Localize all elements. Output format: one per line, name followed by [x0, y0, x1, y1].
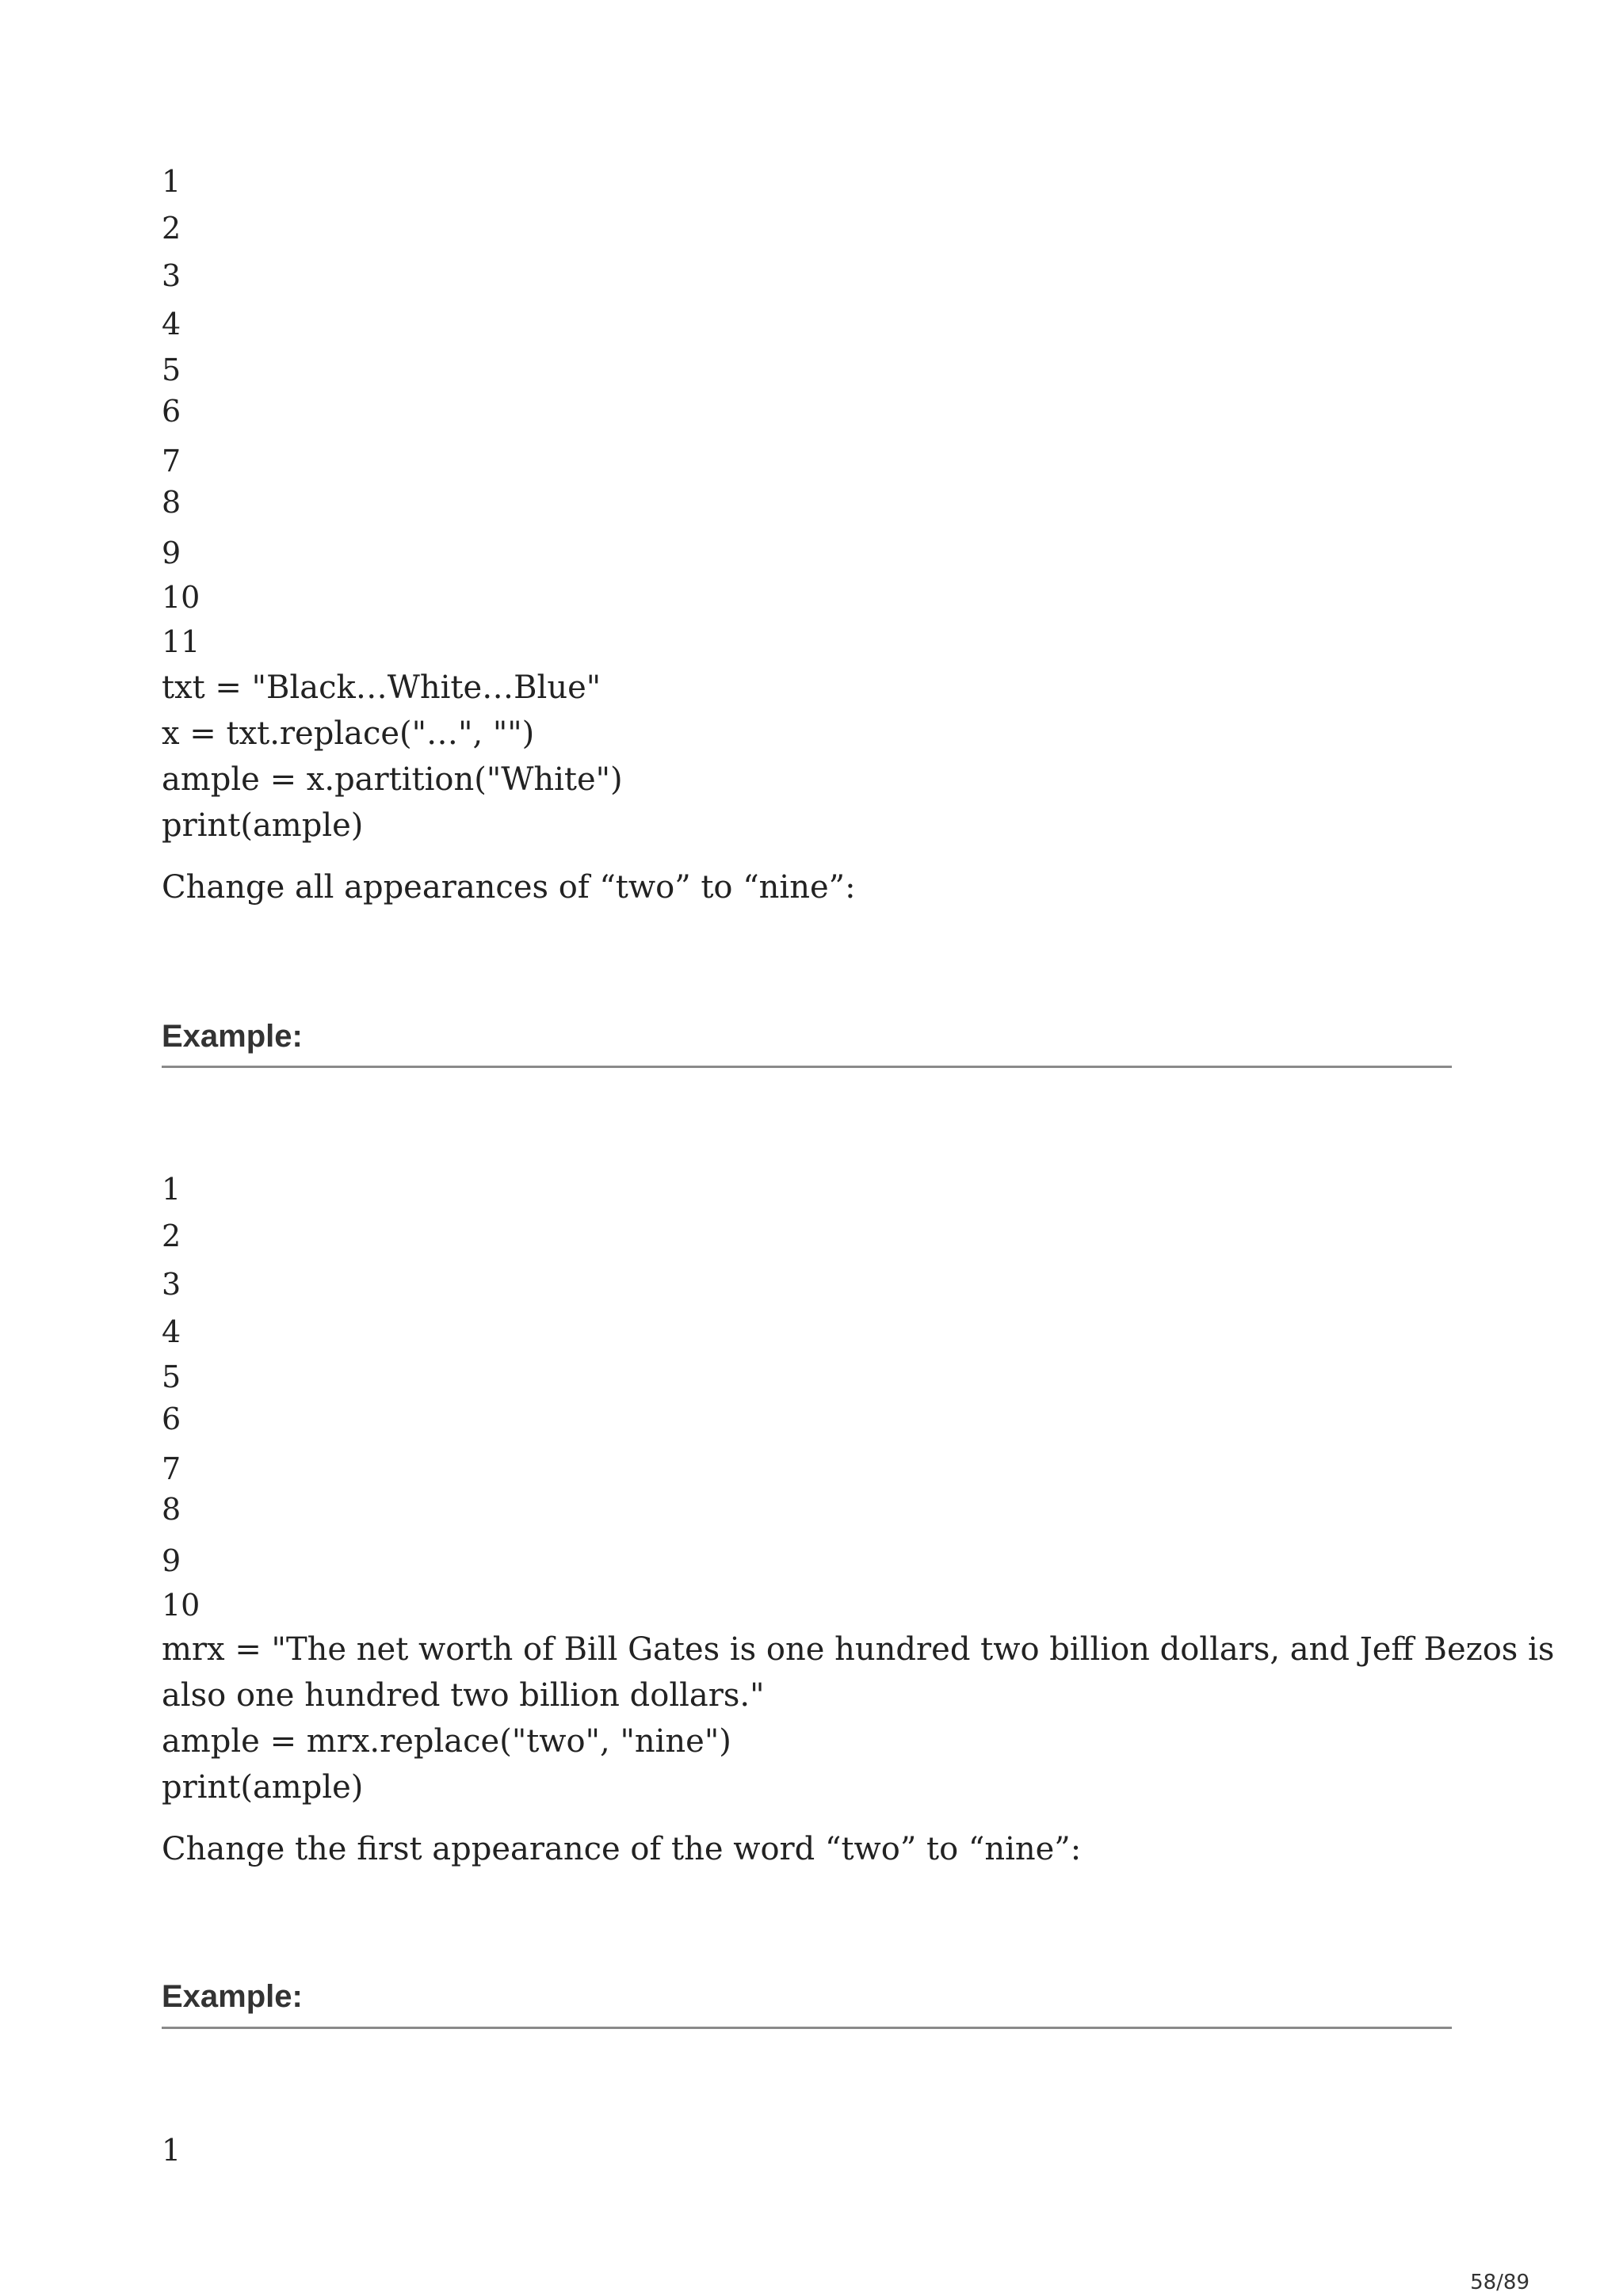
- line-number: 9: [162, 536, 181, 570]
- line-number: 1: [162, 2133, 181, 2168]
- line-number: 3: [162, 258, 181, 293]
- example-heading: Example:: [162, 1979, 303, 2014]
- line-number: 11: [162, 624, 200, 659]
- code-line: also one hundred two billion dollars.": [162, 1677, 765, 1714]
- line-number: 4: [162, 307, 181, 341]
- line-number: 2: [162, 211, 181, 246]
- line-number: 5: [162, 353, 181, 387]
- page-number: 58/89: [1470, 2271, 1529, 2294]
- line-number: 10: [162, 1588, 200, 1623]
- line-number: 1: [162, 1172, 181, 1207]
- code-line: print(ample): [162, 807, 364, 844]
- line-number: 7: [162, 1451, 181, 1486]
- line-number: 5: [162, 1360, 181, 1394]
- line-number: 1: [162, 164, 181, 199]
- line-number: 7: [162, 444, 181, 479]
- code-line: mrx = "The net worth of Bill Gates is one hundred two billion dollars, and Jeff Bezos is: [162, 1631, 1555, 1668]
- line-number: 10: [162, 580, 200, 615]
- description-text: Change the first appearance of the word “two” to “nine”:: [162, 1831, 1082, 1867]
- line-number: 4: [162, 1314, 181, 1349]
- code-line: ample = x.partition("White"): [162, 761, 623, 798]
- example-heading: Example:: [162, 1019, 303, 1054]
- code-line: txt = "Black…White…Blue": [162, 669, 601, 706]
- heading-divider: [162, 1066, 1452, 1068]
- line-number: 2: [162, 1219, 181, 1253]
- line-number: 3: [162, 1267, 181, 1302]
- line-number: 6: [162, 1402, 181, 1436]
- line-number: 9: [162, 1543, 181, 1578]
- code-line: x = txt.replace("…", ""): [162, 715, 535, 752]
- line-number: 8: [162, 485, 181, 520]
- line-number: 8: [162, 1492, 181, 1527]
- description-text: Change all appearances of “two” to “nine”:: [162, 869, 856, 906]
- heading-divider: [162, 2027, 1452, 2029]
- line-number: 6: [162, 394, 181, 429]
- code-line: ample = mrx.replace("two", "nine"): [162, 1723, 731, 1760]
- code-line: print(ample): [162, 1769, 364, 1806]
